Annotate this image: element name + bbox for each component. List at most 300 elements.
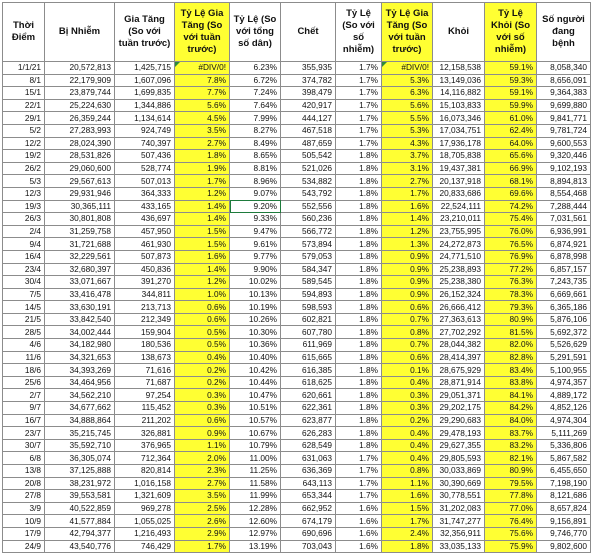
cell-increase[interactable]: 364,333	[115, 187, 175, 200]
cell-active[interactable]: 7,031,561	[537, 213, 591, 226]
cell-increase-rate[interactable]: 4.5%	[175, 112, 230, 125]
cell-recovered[interactable]: 26,152,324	[433, 288, 485, 301]
cell-active[interactable]: 6,874,921	[537, 238, 591, 251]
cell-increase[interactable]: 1,016,158	[115, 477, 175, 490]
cell-death-rate[interactable]: 1.6%	[336, 515, 382, 528]
cell-recovered-rate[interactable]: 77.2%	[485, 263, 537, 276]
cell-time[interactable]: 25/6	[3, 376, 45, 389]
cell-deaths[interactable]: 467,518	[281, 124, 336, 137]
cell-infected[interactable]: 41,577,884	[45, 515, 115, 528]
cell-deaths[interactable]: 631,063	[281, 452, 336, 465]
cell-recovered[interactable]: 27,363,613	[433, 313, 485, 326]
cell-increase-rate[interactable]: 1.9%	[175, 162, 230, 175]
cell-recovered-rate[interactable]: 83.4%	[485, 364, 537, 377]
cell-increase-rate[interactable]: 1.2%	[175, 187, 230, 200]
cell-death-increase-rate[interactable]: 0.4%	[382, 452, 433, 465]
cell-deaths[interactable]: 690,696	[281, 527, 336, 540]
cell-active[interactable]: 9,600,553	[537, 137, 591, 150]
cell-increase-rate[interactable]: 1.0%	[175, 288, 230, 301]
cell-death-increase-rate[interactable]: 0.7%	[382, 339, 433, 352]
cell-time[interactable]: 5/2	[3, 124, 45, 137]
cell-death-rate[interactable]: 1.7%	[336, 124, 382, 137]
cell-recovered-rate[interactable]: 75.6%	[485, 527, 537, 540]
cell-rate-total[interactable]: 11.25%	[230, 465, 281, 478]
cell-rate-total[interactable]: 10.36%	[230, 339, 281, 352]
cell-recovered-rate[interactable]: 59.9%	[485, 99, 537, 112]
cell-increase-rate[interactable]: 0.2%	[175, 376, 230, 389]
cell-time[interactable]: 9/7	[3, 402, 45, 415]
cell-death-increase-rate[interactable]: 0.2%	[382, 414, 433, 427]
cell-recovered-rate[interactable]: 80.9%	[485, 465, 537, 478]
cell-death-rate[interactable]: 1.7%	[336, 112, 382, 125]
header-deaths[interactable]: Chết	[281, 3, 336, 62]
cell-death-increase-rate[interactable]: 5.3%	[382, 74, 433, 87]
cell-deaths[interactable]: 622,361	[281, 402, 336, 415]
cell-increase[interactable]: 138,673	[115, 351, 175, 364]
cell-rate-total[interactable]: 9.77%	[230, 250, 281, 263]
cell-increase-rate[interactable]: 0.4%	[175, 351, 230, 364]
cell-recovered-rate[interactable]: 76.5%	[485, 238, 537, 251]
cell-rate-total[interactable]: 9.33%	[230, 213, 281, 226]
cell-time[interactable]: 24/9	[3, 540, 45, 553]
cell-increase[interactable]: 326,881	[115, 427, 175, 440]
cell-time[interactable]: 21/5	[3, 313, 45, 326]
cell-recovered[interactable]: 17,936,178	[433, 137, 485, 150]
cell-death-rate[interactable]: 1.8%	[336, 200, 382, 213]
cell-recovered[interactable]: 28,044,382	[433, 339, 485, 352]
cell-recovered-rate[interactable]: 76.9%	[485, 250, 537, 263]
cell-recovered[interactable]: 17,034,751	[433, 124, 485, 137]
cell-recovered[interactable]: 29,290,683	[433, 414, 485, 427]
cell-death-rate[interactable]: 1.8%	[336, 364, 382, 377]
cell-deaths[interactable]: 444,127	[281, 112, 336, 125]
cell-rate-total[interactable]: 10.47%	[230, 389, 281, 402]
cell-time[interactable]: 23/4	[3, 263, 45, 276]
cell-deaths[interactable]: 611,969	[281, 339, 336, 352]
cell-rate-total[interactable]: 8.27%	[230, 124, 281, 137]
cell-recovered-rate[interactable]: 75.9%	[485, 540, 537, 553]
header-time[interactable]: Thời Điểm	[3, 3, 45, 62]
cell-recovered-rate[interactable]: 66.9%	[485, 162, 537, 175]
cell-deaths[interactable]: 598,593	[281, 301, 336, 314]
cell-recovered-rate[interactable]: 64.0%	[485, 137, 537, 150]
cell-infected[interactable]: 34,393,269	[45, 364, 115, 377]
cell-death-increase-rate[interactable]: 0.9%	[382, 250, 433, 263]
cell-death-increase-rate[interactable]: 3.7%	[382, 150, 433, 163]
cell-recovered-rate[interactable]: 69.6%	[485, 187, 537, 200]
cell-time[interactable]: 15/1	[3, 87, 45, 100]
cell-death-rate[interactable]: 1.8%	[336, 162, 382, 175]
cell-death-increase-rate[interactable]: 0.3%	[382, 389, 433, 402]
cell-deaths[interactable]: 487,659	[281, 137, 336, 150]
cell-recovered[interactable]: 20,137,918	[433, 175, 485, 188]
cell-recovered[interactable]: 25,238,380	[433, 276, 485, 289]
cell-time[interactable]: 12/3	[3, 187, 45, 200]
cell-death-rate[interactable]: 1.7%	[336, 87, 382, 100]
cell-death-rate[interactable]: 1.7%	[336, 137, 382, 150]
cell-infected[interactable]: 30,365,111	[45, 200, 115, 213]
cell-time[interactable]: 28/5	[3, 326, 45, 339]
cell-infected[interactable]: 39,553,581	[45, 490, 115, 503]
cell-time[interactable]: 29/1	[3, 112, 45, 125]
cell-increase[interactable]: 1,607,096	[115, 74, 175, 87]
cell-death-rate[interactable]: 1.8%	[336, 225, 382, 238]
cell-increase-rate[interactable]: 0.3%	[175, 402, 230, 415]
cell-time[interactable]: 23/7	[3, 427, 45, 440]
cell-rate-total[interactable]: 10.51%	[230, 402, 281, 415]
cell-increase-rate[interactable]: 2.7%	[175, 477, 230, 490]
cell-deaths[interactable]: 602,821	[281, 313, 336, 326]
cell-increase-rate[interactable]: 7.8%	[175, 74, 230, 87]
cell-infected[interactable]: 33,071,667	[45, 276, 115, 289]
cell-increase[interactable]: 213,713	[115, 301, 175, 314]
cell-rate-total[interactable]: 6.23%	[230, 62, 281, 75]
cell-rate-total[interactable]: 10.40%	[230, 351, 281, 364]
cell-recovered-rate[interactable]: 59.1%	[485, 62, 537, 75]
cell-deaths[interactable]: 636,369	[281, 465, 336, 478]
cell-recovered[interactable]: 30,390,669	[433, 477, 485, 490]
cell-recovered-rate[interactable]: 65.6%	[485, 150, 537, 163]
cell-recovered-rate[interactable]: 59.3%	[485, 74, 537, 87]
cell-rate-total[interactable]: 10.79%	[230, 439, 281, 452]
cell-increase-rate[interactable]: 1.6%	[175, 250, 230, 263]
cell-recovered-rate[interactable]: 84.2%	[485, 402, 537, 415]
cell-rate-total[interactable]: 12.28%	[230, 502, 281, 515]
cell-death-increase-rate[interactable]: 0.4%	[382, 439, 433, 452]
cell-rate-total[interactable]: 9.47%	[230, 225, 281, 238]
cell-infected[interactable]: 26,359,244	[45, 112, 115, 125]
cell-recovered-rate[interactable]: 84.1%	[485, 389, 537, 402]
cell-increase-rate[interactable]: 2.7%	[175, 137, 230, 150]
cell-rate-total[interactable]: 10.13%	[230, 288, 281, 301]
cell-rate-total[interactable]: 10.19%	[230, 301, 281, 314]
cell-recovered[interactable]: 29,051,371	[433, 389, 485, 402]
cell-increase-rate[interactable]: 1.8%	[175, 150, 230, 163]
cell-infected[interactable]: 28,531,826	[45, 150, 115, 163]
header-recovered-rate[interactable]: Tỷ Lệ Khỏi (So với số nhiễm)	[485, 3, 537, 62]
cell-infected[interactable]: 33,842,540	[45, 313, 115, 326]
cell-rate-total[interactable]: 11.58%	[230, 477, 281, 490]
cell-recovered-rate[interactable]: 74.2%	[485, 200, 537, 213]
cell-time[interactable]: 2/7	[3, 389, 45, 402]
cell-recovered[interactable]: 28,675,929	[433, 364, 485, 377]
cell-recovered[interactable]: 23,210,011	[433, 213, 485, 226]
cell-infected[interactable]: 29,060,600	[45, 162, 115, 175]
cell-time[interactable]: 7/5	[3, 288, 45, 301]
cell-deaths[interactable]: 594,893	[281, 288, 336, 301]
cell-deaths[interactable]: 618,625	[281, 376, 336, 389]
cell-active[interactable]: 9,699,880	[537, 99, 591, 112]
cell-infected[interactable]: 28,024,390	[45, 137, 115, 150]
cell-increase[interactable]: 180,536	[115, 339, 175, 352]
cell-increase[interactable]: 507,436	[115, 150, 175, 163]
cell-increase-rate[interactable]: 2.6%	[175, 515, 230, 528]
cell-deaths[interactable]: 534,882	[281, 175, 336, 188]
cell-increase-rate[interactable]: 7.7%	[175, 87, 230, 100]
cell-time[interactable]: 17/9	[3, 527, 45, 540]
cell-active[interactable]: 5,100,955	[537, 364, 591, 377]
cell-active[interactable]: 9,841,771	[537, 112, 591, 125]
cell-increase-rate[interactable]: 1.4%	[175, 263, 230, 276]
cell-deaths[interactable]: 589,545	[281, 276, 336, 289]
cell-rate-total[interactable]: 11.00%	[230, 452, 281, 465]
cell-recovered[interactable]: 28,414,397	[433, 351, 485, 364]
cell-deaths[interactable]: 626,283	[281, 427, 336, 440]
cell-recovered[interactable]: 18,705,838	[433, 150, 485, 163]
cell-increase[interactable]: 71,687	[115, 376, 175, 389]
cell-active[interactable]: 9,156,891	[537, 515, 591, 528]
cell-increase[interactable]: 159,904	[115, 326, 175, 339]
cell-recovered-rate[interactable]: 59.1%	[485, 87, 537, 100]
cell-increase[interactable]: 1,055,025	[115, 515, 175, 528]
cell-recovered[interactable]: 23,755,995	[433, 225, 485, 238]
cell-increase[interactable]: 391,270	[115, 276, 175, 289]
cell-deaths[interactable]: 674,179	[281, 515, 336, 528]
cell-recovered-rate[interactable]: 83.2%	[485, 439, 537, 452]
cell-death-increase-rate[interactable]: 5.5%	[382, 112, 433, 125]
cell-time[interactable]: 1/1/21	[3, 62, 45, 75]
header-increase-rate[interactable]: Tỷ Lệ Gia Tăng (So với tuần trước)	[175, 3, 230, 62]
cell-death-increase-rate[interactable]: 1.4%	[382, 213, 433, 226]
cell-time[interactable]: 30/4	[3, 276, 45, 289]
cell-death-rate[interactable]: 1.6%	[336, 502, 382, 515]
cell-death-rate[interactable]: 1.8%	[336, 238, 382, 251]
cell-death-increase-rate[interactable]: 0.9%	[382, 263, 433, 276]
cell-deaths[interactable]: 566,772	[281, 225, 336, 238]
cell-death-increase-rate[interactable]: 0.8%	[382, 326, 433, 339]
cell-death-increase-rate[interactable]: 0.6%	[382, 351, 433, 364]
cell-recovered[interactable]: 13,149,036	[433, 74, 485, 87]
cell-increase[interactable]: 924,749	[115, 124, 175, 137]
cell-increase[interactable]: 969,278	[115, 502, 175, 515]
header-active[interactable]: Số người đang bệnh	[537, 3, 591, 62]
cell-increase-rate[interactable]: 1.2%	[175, 276, 230, 289]
cell-increase[interactable]: 507,013	[115, 175, 175, 188]
cell-time[interactable]: 26/3	[3, 213, 45, 226]
cell-increase-rate[interactable]: 2.5%	[175, 502, 230, 515]
cell-recovered[interactable]: 28,871,914	[433, 376, 485, 389]
header-death-increase-rate[interactable]: Tỷ Lệ Gia Tăng (So với tuần trước)	[382, 3, 433, 62]
cell-increase[interactable]: 740,397	[115, 137, 175, 150]
cell-active[interactable]: 5,336,806	[537, 439, 591, 452]
cell-recovered-rate[interactable]: 83.8%	[485, 376, 537, 389]
cell-infected[interactable]: 34,888,864	[45, 414, 115, 427]
cell-infected[interactable]: 20,572,813	[45, 62, 115, 75]
cell-infected[interactable]: 33,630,191	[45, 301, 115, 314]
cell-rate-total[interactable]: 10.57%	[230, 414, 281, 427]
cell-death-increase-rate[interactable]: 0.9%	[382, 276, 433, 289]
cell-infected[interactable]: 34,182,980	[45, 339, 115, 352]
cell-increase[interactable]: 97,254	[115, 389, 175, 402]
cell-increase-rate[interactable]: 5.6%	[175, 99, 230, 112]
cell-active[interactable]: 8,058,340	[537, 62, 591, 75]
cell-increase-rate[interactable]: 3.5%	[175, 124, 230, 137]
cell-deaths[interactable]: 505,542	[281, 150, 336, 163]
cell-death-increase-rate[interactable]: 0.4%	[382, 427, 433, 440]
cell-infected[interactable]: 40,522,859	[45, 502, 115, 515]
cell-rate-total[interactable]: 7.99%	[230, 112, 281, 125]
cell-recovered-rate[interactable]: 78.3%	[485, 288, 537, 301]
cell-death-increase-rate[interactable]: 0.1%	[382, 364, 433, 377]
cell-death-rate[interactable]: 1.6%	[336, 540, 382, 553]
cell-death-increase-rate[interactable]: 0.8%	[382, 465, 433, 478]
cell-time[interactable]: 18/6	[3, 364, 45, 377]
cell-deaths[interactable]: 662,952	[281, 502, 336, 515]
cell-time[interactable]: 9/4	[3, 238, 45, 251]
cell-infected[interactable]: 34,677,662	[45, 402, 115, 415]
cell-death-increase-rate[interactable]: 0.9%	[382, 288, 433, 301]
cell-increase-rate[interactable]: 1.7%	[175, 540, 230, 553]
cell-rate-total[interactable]: 9.07%	[230, 187, 281, 200]
cell-death-increase-rate[interactable]: 6.3%	[382, 87, 433, 100]
cell-deaths[interactable]: 579,053	[281, 250, 336, 263]
cell-increase-rate[interactable]: 0.6%	[175, 301, 230, 314]
cell-death-rate[interactable]: 1.8%	[336, 263, 382, 276]
cell-time[interactable]: 19/3	[3, 200, 45, 213]
cell-death-rate[interactable]: 1.8%	[336, 351, 382, 364]
header-recovered[interactable]: Khỏi	[433, 3, 485, 62]
cell-death-rate[interactable]: 1.8%	[336, 427, 382, 440]
header-increase[interactable]: Gia Tăng (So với tuần trước)	[115, 3, 175, 62]
cell-time[interactable]: 19/2	[3, 150, 45, 163]
cell-active[interactable]: 4,889,172	[537, 389, 591, 402]
cell-death-rate[interactable]: 1.8%	[336, 150, 382, 163]
cell-death-rate[interactable]: 1.8%	[336, 276, 382, 289]
cell-increase-rate[interactable]: 1.1%	[175, 439, 230, 452]
cell-increase-rate[interactable]: 2.3%	[175, 465, 230, 478]
cell-time[interactable]: 5/3	[3, 175, 45, 188]
cell-active[interactable]: 6,365,186	[537, 301, 591, 314]
cell-rate-total[interactable]: 11.99%	[230, 490, 281, 503]
cell-deaths[interactable]: 552,556	[281, 200, 336, 213]
cell-rate-total[interactable]: 8.81%	[230, 162, 281, 175]
cell-recovered-rate[interactable]: 82.8%	[485, 351, 537, 364]
cell-infected[interactable]: 34,464,956	[45, 376, 115, 389]
cell-increase[interactable]: 461,930	[115, 238, 175, 251]
cell-increase-rate[interactable]: 1.4%	[175, 200, 230, 213]
cell-recovered[interactable]: 30,033,869	[433, 465, 485, 478]
cell-death-increase-rate[interactable]: 3.1%	[382, 162, 433, 175]
cell-infected[interactable]: 32,229,561	[45, 250, 115, 263]
cell-increase[interactable]: 1,344,886	[115, 99, 175, 112]
cell-death-rate[interactable]: 1.7%	[336, 490, 382, 503]
cell-time[interactable]: 20/8	[3, 477, 45, 490]
cell-increase[interactable]: 1,321,609	[115, 490, 175, 503]
cell-recovered[interactable]: 31,202,083	[433, 502, 485, 515]
cell-time[interactable]: 3/9	[3, 502, 45, 515]
cell-infected[interactable]: 43,540,776	[45, 540, 115, 553]
cell-death-rate[interactable]: 1.8%	[336, 250, 382, 263]
cell-active[interactable]: 9,781,724	[537, 124, 591, 137]
cell-active[interactable]: 9,364,383	[537, 87, 591, 100]
cell-increase-rate[interactable]: 1.7%	[175, 175, 230, 188]
cell-recovered-rate[interactable]: 76.3%	[485, 276, 537, 289]
cell-recovered[interactable]: 26,666,412	[433, 301, 485, 314]
cell-active[interactable]: 6,857,157	[537, 263, 591, 276]
cell-increase[interactable]: 212,349	[115, 313, 175, 326]
cell-increase-rate[interactable]: 1.4%	[175, 213, 230, 226]
cell-increase-rate[interactable]: 0.6%	[175, 313, 230, 326]
cell-increase-rate[interactable]: 0.9%	[175, 427, 230, 440]
cell-death-rate[interactable]: 1.8%	[336, 301, 382, 314]
cell-deaths[interactable]: 374,782	[281, 74, 336, 87]
cell-active[interactable]: 5,526,629	[537, 339, 591, 352]
cell-rate-total[interactable]: 10.26%	[230, 313, 281, 326]
cell-infected[interactable]: 31,259,758	[45, 225, 115, 238]
cell-rate-total[interactable]: 9.20%	[230, 200, 281, 213]
cell-recovered-rate[interactable]: 81.5%	[485, 326, 537, 339]
cell-deaths[interactable]: 607,780	[281, 326, 336, 339]
cell-recovered-rate[interactable]: 77.0%	[485, 502, 537, 515]
cell-recovered-rate[interactable]: 83.7%	[485, 427, 537, 440]
cell-active[interactable]: 4,852,126	[537, 402, 591, 415]
cell-rate-total[interactable]: 9.90%	[230, 263, 281, 276]
cell-recovered-rate[interactable]: 62.4%	[485, 124, 537, 137]
cell-time[interactable]: 16/7	[3, 414, 45, 427]
cell-recovered-rate[interactable]: 75.4%	[485, 213, 537, 226]
cell-infected[interactable]: 25,224,630	[45, 99, 115, 112]
header-infected[interactable]: Bị Nhiễm	[45, 3, 115, 62]
cell-rate-total[interactable]: 7.64%	[230, 99, 281, 112]
cell-increase[interactable]: 1,134,614	[115, 112, 175, 125]
cell-active[interactable]: 6,936,991	[537, 225, 591, 238]
cell-death-increase-rate[interactable]: 1.1%	[382, 477, 433, 490]
cell-recovered[interactable]: 24,272,873	[433, 238, 485, 251]
cell-recovered[interactable]: 29,478,193	[433, 427, 485, 440]
cell-death-rate[interactable]: 1.8%	[336, 339, 382, 352]
cell-active[interactable]: 8,554,468	[537, 187, 591, 200]
cell-death-rate[interactable]: 1.8%	[336, 175, 382, 188]
cell-death-increase-rate[interactable]: 4.3%	[382, 137, 433, 150]
cell-increase[interactable]: 712,364	[115, 452, 175, 465]
cell-time[interactable]: 11/6	[3, 351, 45, 364]
cell-recovered-rate[interactable]: 82.1%	[485, 452, 537, 465]
cell-increase-rate[interactable]: 1.5%	[175, 225, 230, 238]
cell-infected[interactable]: 34,562,210	[45, 389, 115, 402]
cell-deaths[interactable]: 560,236	[281, 213, 336, 226]
cell-increase[interactable]: 1,699,835	[115, 87, 175, 100]
cell-recovered-rate[interactable]: 76.0%	[485, 225, 537, 238]
cell-time[interactable]: 4/6	[3, 339, 45, 352]
cell-death-rate[interactable]: 1.7%	[336, 477, 382, 490]
cell-increase-rate[interactable]: 2.0%	[175, 452, 230, 465]
cell-increase[interactable]: 450,836	[115, 263, 175, 276]
cell-increase-rate[interactable]: 0.5%	[175, 326, 230, 339]
cell-increase-rate[interactable]: 3.5%	[175, 490, 230, 503]
cell-increase[interactable]: 433,165	[115, 200, 175, 213]
cell-active[interactable]: 7,198,190	[537, 477, 591, 490]
cell-recovered-rate[interactable]: 79.3%	[485, 301, 537, 314]
cell-death-increase-rate[interactable]: 2.7%	[382, 175, 433, 188]
cell-increase[interactable]: 71,616	[115, 364, 175, 377]
cell-recovered[interactable]: 27,702,292	[433, 326, 485, 339]
cell-time[interactable]: 10/9	[3, 515, 45, 528]
cell-rate-total[interactable]: 10.02%	[230, 276, 281, 289]
cell-time[interactable]: 26/2	[3, 162, 45, 175]
cell-death-increase-rate[interactable]: 1.7%	[382, 515, 433, 528]
cell-deaths[interactable]: 615,665	[281, 351, 336, 364]
cell-death-increase-rate[interactable]: 1.8%	[382, 540, 433, 553]
cell-increase[interactable]: 507,873	[115, 250, 175, 263]
cell-death-rate[interactable]: 1.7%	[336, 452, 382, 465]
cell-death-rate[interactable]: 1.8%	[336, 389, 382, 402]
cell-increase[interactable]: 344,811	[115, 288, 175, 301]
cell-time[interactable]: 30/7	[3, 439, 45, 452]
cell-infected[interactable]: 23,879,744	[45, 87, 115, 100]
cell-time[interactable]: 2/4	[3, 225, 45, 238]
cell-rate-total[interactable]: 7.24%	[230, 87, 281, 100]
cell-time[interactable]: 14/5	[3, 301, 45, 314]
